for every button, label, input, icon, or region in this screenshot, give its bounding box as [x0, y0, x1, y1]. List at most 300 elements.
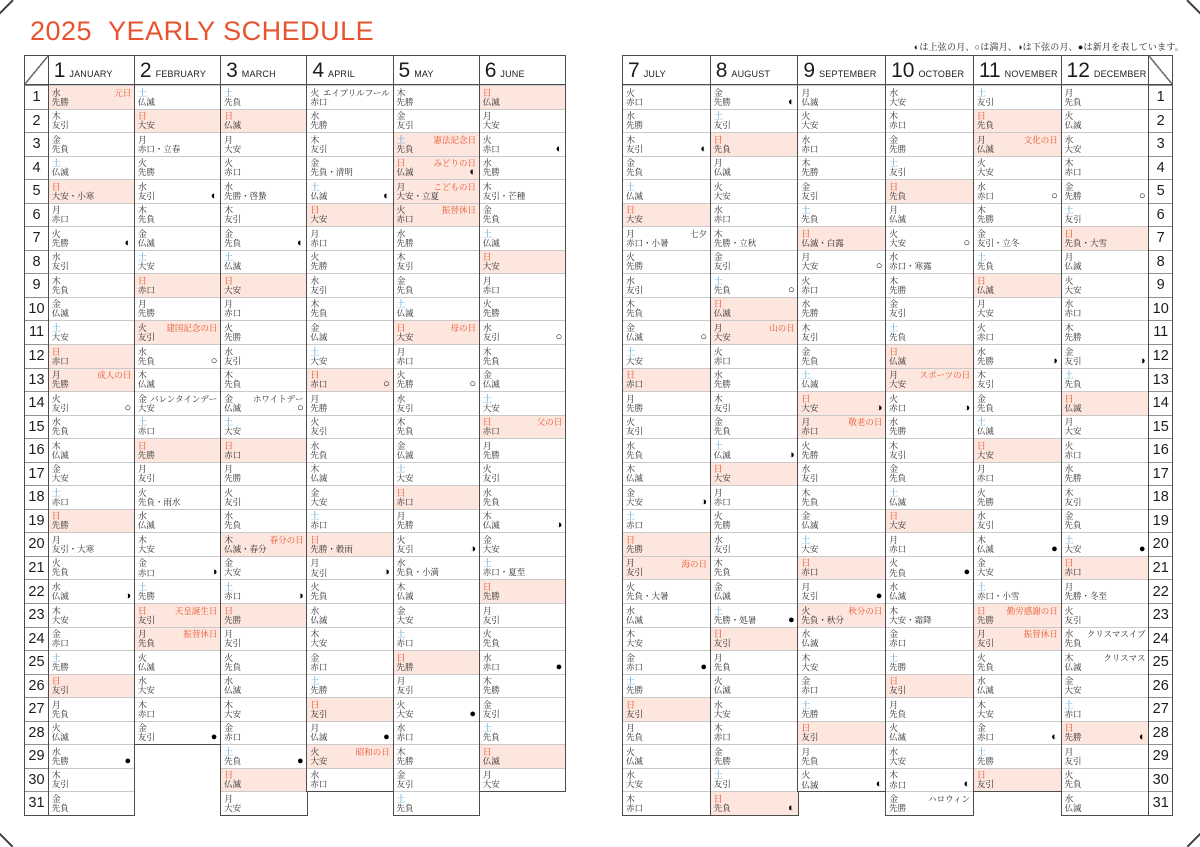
rokuyo-label: 先負 [137, 355, 155, 366]
rokuyo-label: 友引 [801, 190, 819, 201]
day-cell-line2 [397, 498, 477, 507]
rokuyo-label: 大安 [976, 449, 994, 460]
weekday-label: 金 [889, 629, 899, 640]
day-cell [394, 85, 480, 109]
moon-phase-icon: ◑ [700, 495, 707, 508]
day-cell-line2 [801, 474, 882, 483]
weekday-label: 水 [626, 440, 636, 451]
month-column-october [885, 55, 974, 816]
day-cell-line2 [310, 404, 390, 413]
day-cell [394, 650, 480, 674]
month-number: 3 [226, 59, 238, 83]
day-cell [886, 744, 973, 768]
row-number: 30 [25, 768, 48, 792]
day-cell [49, 603, 135, 627]
day-cell-line2 [224, 286, 304, 295]
day-cell-line2 [889, 192, 970, 201]
day-cell-line2 [397, 780, 477, 789]
rokuyo-label: 先勝 [137, 308, 155, 319]
weekday-label: 日 [713, 134, 723, 145]
row-number: 23 [1149, 603, 1172, 627]
day-cell-line2 [483, 710, 563, 719]
moon-phase-icon: ◑ [1051, 354, 1058, 367]
day-cell [974, 226, 1061, 250]
weekday-label: 水 [1064, 134, 1074, 145]
day-cell [886, 579, 973, 603]
day-cell-line2 [626, 262, 707, 271]
day-cell [307, 438, 393, 462]
day-cell-line2 [310, 309, 390, 318]
day-cell [221, 697, 307, 721]
row-number: 11 [1149, 320, 1172, 344]
weekday-label: 水 [801, 629, 811, 640]
month-column-january [48, 55, 136, 816]
day-cell [307, 368, 393, 392]
page-corner-mark [0, 0, 13, 16]
day-cell-line2 [977, 262, 1058, 271]
rokuyo-label: 赤口 [1064, 708, 1082, 719]
rokuyo-label: 友引 [801, 473, 819, 484]
day-cell-line2 [801, 215, 882, 224]
day-note-label: ホワイトデー [252, 393, 304, 404]
day-cell-line2 [224, 357, 304, 366]
day-cell [886, 768, 973, 792]
weekday-label: 土 [310, 181, 320, 192]
weekday-label: 木 [396, 252, 406, 263]
weekday-label: 水 [396, 723, 406, 734]
day-cell-line2 [310, 474, 390, 483]
day-cell [394, 391, 480, 415]
moon-phase-icon: ◐ [210, 189, 218, 202]
rokuyo-label: 大安 [1064, 284, 1082, 295]
rokuyo-label: 友引 [626, 708, 644, 719]
day-cell-line2 [224, 451, 304, 460]
day-cell [221, 627, 307, 651]
day-cell-line2 [138, 427, 218, 436]
rokuyo-label: 赤口 [224, 732, 242, 743]
moon-phase-icon: ◑ [383, 566, 390, 579]
rokuyo-label: 先負 [224, 379, 242, 390]
day-cell-line2 [801, 357, 882, 366]
day-cell [221, 721, 307, 745]
weekday-label: 水 [801, 464, 811, 475]
weekday-label: 月 [976, 299, 986, 310]
weekday-label: 日 [976, 605, 986, 616]
day-cell-line2 [224, 780, 304, 789]
day-cell [49, 250, 135, 274]
moon-phase-icon: ○ [296, 401, 304, 414]
weekday-label: 水 [713, 534, 723, 545]
month-name: JANUARY [69, 69, 113, 79]
day-cell-line2 [52, 545, 132, 554]
day-cell-line2 [137, 189, 218, 202]
day-cell [974, 579, 1061, 603]
day-cell-line2 [714, 192, 795, 201]
weekday-label: 木 [137, 370, 147, 381]
weekday-label: 火 [482, 134, 492, 145]
day-note-label: 振替休日 [183, 629, 218, 640]
weekday-label: 土 [310, 676, 320, 687]
rokuyo-label: 赤口 [310, 661, 328, 672]
row-number: 13 [25, 368, 48, 392]
day-cell-line2 [52, 663, 132, 672]
row-number: 15 [1149, 415, 1172, 439]
rokuyo-label: 先勝 [310, 685, 328, 696]
row-number: 10 [25, 297, 48, 321]
weekday-label: 日 [976, 770, 986, 781]
day-cell [886, 650, 973, 674]
day-cell-line2 [889, 145, 970, 154]
day-cell-line2 [397, 333, 477, 342]
weekday-label: 日 [224, 605, 234, 616]
weekday-label: 土 [713, 770, 723, 781]
weekday-label: 金 [310, 487, 320, 498]
weekday-label: 月 [889, 370, 899, 381]
weekday-label: 月 [889, 534, 899, 545]
rokuyo-label: 先負 [801, 214, 819, 225]
weekday-label: 木 [396, 87, 406, 98]
day-cell-line2 [977, 98, 1058, 107]
day-cell [623, 485, 710, 509]
weekday-label: 金 [224, 558, 234, 569]
rokuyo-label: 仏滅 [976, 685, 994, 696]
day-cell-line2 [889, 215, 970, 224]
row-number: 8 [1149, 250, 1172, 274]
month-number: 4 [312, 59, 324, 83]
day-cell-line2 [714, 568, 795, 577]
weekday-label: 金 [713, 252, 723, 263]
day-cell [886, 485, 973, 509]
weekday-label: 土 [1064, 205, 1074, 216]
day-cell-line2 [310, 427, 390, 436]
day-cell [480, 226, 566, 250]
row-number: 29 [25, 744, 48, 768]
day-cell [49, 791, 135, 815]
day-cell-line2 [52, 333, 132, 342]
day-note-label: 山の日 [769, 323, 795, 334]
moon-phase-icon: ◐ [700, 142, 707, 155]
rokuyo-label: 赤口 [482, 661, 500, 672]
weekday-label: 金 [396, 111, 406, 122]
row-number: 7 [25, 226, 48, 250]
weekday-label: 木 [801, 487, 811, 498]
day-cell-line2 [889, 757, 970, 766]
day-cell [1062, 697, 1149, 721]
day-cell [886, 415, 973, 439]
weekday-label: 火 [310, 746, 320, 757]
day-cell-line2 [714, 639, 795, 648]
rokuyo-label: 仏滅 [976, 143, 994, 154]
row-number: 25 [1149, 650, 1172, 674]
day-cell-line2 [626, 98, 707, 107]
rokuyo-label: 友引 [976, 779, 994, 790]
weekday-label: 日 [396, 158, 406, 169]
day-cell [221, 650, 307, 674]
weekday-label: 日 [889, 181, 899, 192]
day-cell-line2 [626, 521, 707, 530]
rokuyo-label: 友引 [396, 261, 414, 272]
moon-phase-icon: ● [469, 707, 477, 720]
day-cell [711, 768, 798, 792]
weekday-label: 金 [396, 770, 406, 781]
day-note-label: 昭和の日 [355, 747, 390, 758]
month-header [49, 56, 135, 85]
day-cell-line2 [889, 710, 970, 719]
day-cell [886, 674, 973, 698]
day-cell [480, 462, 566, 486]
day-cell [886, 368, 973, 392]
day-cell [307, 509, 393, 533]
day-cell-line2 [626, 286, 707, 295]
day-cell-line2 [52, 780, 132, 789]
day-cell-line2 [52, 733, 132, 742]
rokuyo-label: 赤口 [713, 496, 731, 507]
row-number: 9 [1149, 273, 1172, 297]
day-cell [135, 532, 221, 556]
day-cell [711, 250, 798, 274]
moon-phase-icon: ◐ [963, 778, 971, 791]
rokuyo-label: 先負 [482, 638, 500, 649]
moon-phase-legend: ◐は上弦の月、○は満月、◑は下弦の月、●は新月を表しています。 [913, 42, 1184, 52]
day-note-label: 憲法記念日 [433, 134, 477, 145]
day-cell-line2 [310, 168, 390, 177]
day-cell [1062, 250, 1149, 274]
rokuyo-label: 友引 [137, 473, 155, 484]
weekday-label: 火 [310, 87, 320, 98]
day-cell-line2 [397, 427, 477, 436]
weekday-label: 金 [310, 652, 320, 663]
weekday-label: 水 [396, 558, 406, 569]
rokuyo-label: 先負・雨水 [137, 496, 181, 507]
rokuyo-label: 仏滅 [801, 779, 819, 790]
day-cell-line2 [714, 357, 795, 366]
day-cell [1062, 320, 1149, 344]
weekday-label: 木 [801, 652, 811, 663]
rokuyo-label: 先負 [482, 355, 500, 366]
day-cell [307, 344, 393, 368]
day-cell-line2 [626, 710, 707, 719]
month-column-november [973, 55, 1062, 792]
day-note-label: クリスマス [1103, 652, 1146, 663]
rokuyo-label: 友引・芒種 [482, 190, 526, 201]
day-cell-line2 [889, 521, 970, 530]
day-cell [623, 391, 710, 415]
day-cell-line2 [1065, 262, 1146, 271]
rokuyo-label: 先勝 [396, 520, 414, 531]
day-cell [394, 250, 480, 274]
month-header [480, 56, 566, 85]
day-cell-line2 [224, 427, 304, 436]
day-cell-line2 [714, 380, 795, 389]
moon-phase-icon: ○ [383, 378, 390, 391]
day-cell-line2 [977, 145, 1058, 154]
day-cell-line2 [483, 686, 563, 695]
weekday-label: 木 [889, 440, 899, 451]
day-cell [394, 320, 480, 344]
day-cell-line2 [801, 192, 882, 201]
day-cell [307, 485, 393, 509]
rokuyo-label: 仏滅 [51, 591, 69, 602]
rokuyo-label: 先負・大暑 [626, 591, 669, 602]
day-cell-line2 [977, 451, 1058, 460]
day-cell-line2 [397, 686, 477, 695]
weekday-label: 水 [801, 134, 811, 145]
day-cell-line2 [889, 333, 970, 342]
day-cell-line2 [801, 639, 882, 648]
day-cell-line2 [224, 192, 304, 201]
month-number: 1 [53, 59, 66, 83]
day-cell-line2 [714, 710, 795, 719]
weekday-label: 日 [1064, 723, 1074, 734]
weekday-label: 日 [976, 275, 986, 286]
rokuyo-label: 大安 [482, 402, 500, 413]
day-cell [307, 579, 393, 603]
weekday-label: 火 [801, 275, 811, 286]
day-cell [886, 156, 973, 180]
day-cell-line2 [224, 333, 304, 342]
day-cell-line1 [889, 771, 970, 780]
weekday-label: 火 [396, 534, 406, 545]
day-cell-line2 [1065, 309, 1146, 318]
weekday-label: 金 [1064, 346, 1074, 357]
day-cell-line2 [52, 192, 132, 201]
weekday-label: 火 [1064, 605, 1074, 616]
weekday-label: 金 [51, 629, 61, 640]
rokuyo-label: 仏滅 [801, 638, 819, 649]
rokuyo-label: 友引 [1064, 496, 1082, 507]
rokuyo-label: 友引 [713, 638, 731, 649]
day-cell [886, 462, 973, 486]
day-cell [974, 768, 1061, 792]
weekday-label: 月 [137, 134, 147, 145]
day-cell [307, 297, 393, 321]
rokuyo-label: 先負・秋分 [801, 614, 844, 625]
day-cell-line2 [889, 309, 970, 318]
day-cell-line2 [801, 589, 883, 602]
rokuyo-label: 先勝 [976, 755, 994, 766]
rokuyo-label: 仏滅 [626, 614, 644, 625]
rokuyo-label: 先負 [713, 803, 731, 814]
month-number: 7 [628, 59, 640, 83]
weekday-label: 水 [396, 228, 406, 239]
day-cell-line2 [1065, 451, 1146, 460]
day-cell [623, 744, 710, 768]
day-cell [623, 627, 710, 651]
weekday-label: 水 [1064, 629, 1074, 640]
day-cell-line2 [977, 474, 1058, 483]
moon-phase-icon: ◑ [1138, 354, 1146, 367]
day-cell-line2 [397, 757, 477, 766]
rokuyo-label: 赤口 [1064, 167, 1082, 178]
day-cell-line2 [1065, 780, 1146, 789]
day-cell-line2 [310, 568, 390, 577]
weekday-label: 月 [137, 629, 147, 640]
day-cell [623, 462, 710, 486]
rokuyo-label: 仏滅 [626, 473, 644, 484]
weekday-label: 火 [626, 87, 636, 98]
day-cell [307, 391, 393, 415]
day-cell-line2 [310, 639, 390, 648]
day-cell-line2 [138, 145, 218, 154]
weekday-label: 日 [310, 370, 320, 381]
day-cell [886, 697, 973, 721]
day-cell-line2 [977, 239, 1058, 248]
moon-phase-icon: ◐ [1138, 731, 1146, 744]
rokuyo-label: 仏滅 [482, 379, 500, 390]
rokuyo-label: 仏滅 [51, 449, 69, 460]
day-cell [974, 650, 1061, 674]
weekday-label: 木 [482, 511, 492, 522]
day-cell-line2 [889, 804, 970, 813]
weekday-label: 土 [889, 652, 899, 663]
rokuyo-label: 先勝 [482, 591, 500, 602]
day-cell [974, 556, 1061, 580]
weekday-label: 月 [626, 393, 636, 404]
weekday-label: 土 [976, 87, 986, 98]
moon-phase-icon: ● [555, 660, 563, 673]
day-cell [711, 273, 798, 297]
day-cell [974, 721, 1061, 745]
rokuyo-label: 先負 [976, 661, 994, 672]
rokuyo-label: 赤口 [889, 638, 907, 649]
day-cell [1062, 674, 1149, 698]
rokuyo-label: 赤口 [310, 779, 328, 790]
rokuyo-label: 先勝 [224, 332, 242, 343]
rokuyo-label: 仏滅 [224, 779, 242, 790]
day-cell [974, 156, 1061, 180]
rokuyo-label: 先勝 [889, 661, 907, 672]
weekday-label: 木 [482, 346, 492, 357]
row-number: 20 [25, 532, 48, 556]
weekday-label: 火 [1064, 111, 1074, 122]
day-cell-line2 [801, 498, 882, 507]
day-cell-line2 [483, 498, 563, 507]
rokuyo-label: 友引 [396, 779, 414, 790]
weekday-label: 木 [224, 534, 234, 545]
rokuyo-label: 先勝 [626, 402, 644, 413]
day-cell-line2 [1065, 333, 1146, 342]
rokuyo-label: 先勝・啓蟄 [224, 190, 267, 201]
row-number: 21 [1149, 556, 1172, 580]
day-cell [49, 697, 135, 721]
day-cell [49, 391, 135, 415]
day-cell [711, 509, 798, 533]
weekday-label: 金 [626, 652, 636, 663]
rokuyo-label: 赤口 [713, 732, 731, 743]
weekday-label: 月 [224, 793, 234, 804]
weekday-label: 火 [482, 464, 492, 475]
month-header [974, 56, 1061, 85]
weekday-label: 木 [310, 299, 320, 310]
day-cell-line2 [714, 239, 795, 248]
rokuyo-label: 先勝 [1064, 190, 1082, 201]
day-cell [623, 226, 710, 250]
rokuyo-label: 先負 [224, 237, 242, 248]
weekday-label: 月 [51, 370, 61, 381]
day-cell [974, 391, 1061, 415]
weekday-label: 土 [801, 205, 811, 216]
day-cell [886, 179, 973, 203]
rokuyo-label: 赤口 [310, 520, 328, 531]
rokuyo-label: 先負 [801, 755, 819, 766]
rokuyo-label: 大安 [801, 661, 819, 672]
rokuyo-label: 大安 [224, 426, 242, 437]
day-cell [1062, 603, 1149, 627]
day-cell [135, 438, 221, 462]
rokuyo-label: 仏滅 [713, 449, 731, 460]
day-cell [307, 250, 393, 274]
row-number: 21 [25, 556, 48, 580]
